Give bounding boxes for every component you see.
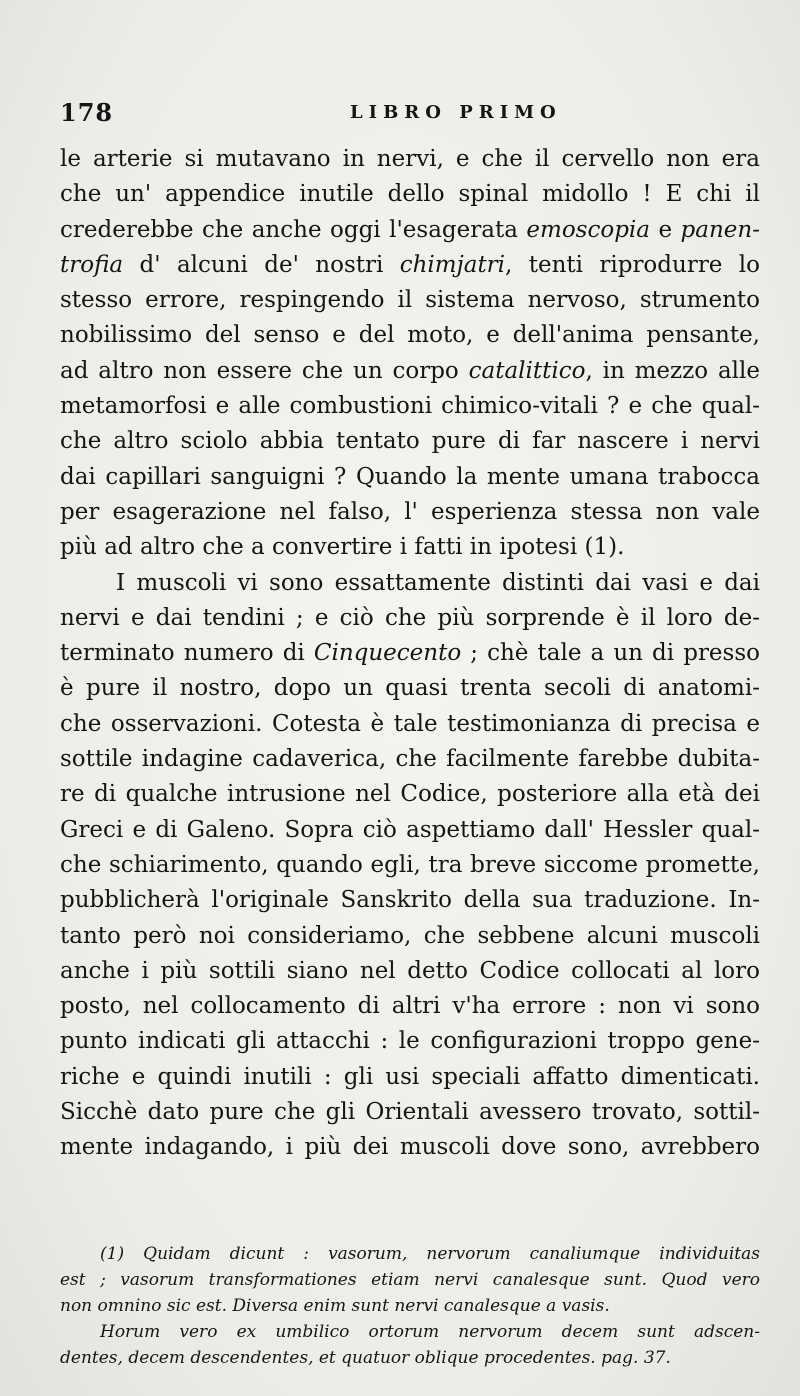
- text-run: , in mezzo alle: [585, 357, 760, 384]
- text-run: che altro sciolo abbia tentato pure di far nascere i nervi: [60, 428, 760, 455]
- text-line: [60, 389, 760, 424]
- text-run: nobilissimo del senso e del moto, e dell'anima pensante,: [60, 322, 760, 349]
- text-line: [60, 777, 760, 812]
- italic-text: chimjatri: [399, 251, 506, 278]
- text-line: [60, 636, 760, 671]
- text-line: [60, 989, 760, 1024]
- italic-text: panen-: [680, 216, 760, 243]
- footnote-line: [60, 1345, 760, 1371]
- text-run: re di qualche intrusione nel Codice, posteriore alla età dei: [60, 781, 760, 808]
- text-run: Sicchè dato pure che gli Orientali avessero trovato, sottil-: [60, 1099, 760, 1126]
- italic-text: trofia: [60, 251, 124, 278]
- italic-text: Cinquecento: [313, 640, 462, 667]
- text-run: terminato numero di: [60, 640, 314, 667]
- text-run: dai capillari sanguigni ? Quando la mente umana trabocca: [60, 463, 760, 490]
- italic-text: Quidam dicunt : vasorum, nervorum canaliumque individuitas: [143, 1244, 760, 1264]
- text-run: pag. 37.: [601, 1348, 671, 1368]
- italic-text: dentes, decem descendentes, et quatuor oblique procedentes.: [60, 1348, 602, 1368]
- text-run: che osservazioni. Cotesta è tale testimonianza di precisa e: [60, 710, 760, 737]
- text-line: [60, 954, 760, 989]
- text-run: le arterie si mutavano in nervi, e che il cervello non era: [60, 146, 760, 172]
- text-line: [60, 601, 760, 636]
- text-line: [60, 707, 760, 742]
- text-run: e: [650, 216, 681, 243]
- text-run: tanto però noi consideriamo, che sebbene alcuni muscoli: [60, 922, 760, 949]
- text-run: è pure il nostro, dopo un quasi trenta secoli di anatomi-: [60, 675, 760, 702]
- text-run: anche i più sottili siano nel detto Codice collocati al loro: [60, 957, 760, 984]
- text-line: [60, 566, 760, 601]
- text-run: sottile indagine cadaverica, che facilmente farebbe dubita-: [60, 746, 760, 773]
- text-line: [60, 1130, 760, 1165]
- text-run: nervi e dai tendini ; e ciò che più sorprende è il loro de-: [60, 604, 760, 631]
- text-run: più ad altro che a convertire i fatti in ipotesi (1).: [60, 534, 625, 561]
- text-run: mente indagando, i più dei muscoli dove sono, avrebbero: [60, 1134, 760, 1161]
- footnote-line: [60, 1267, 760, 1293]
- italic-text: est ; vasorum transformationes etiam nervi canalesque sunt. Quod vero: [60, 1270, 760, 1290]
- text-run: che schiarimento, quando egli, tra breve siccome promette,: [60, 851, 760, 878]
- text-line: [60, 283, 760, 318]
- text-run: che un' appendice inutile dello spinal midollo ! E chi il: [60, 181, 760, 208]
- text-run: punto indicati gli attacchi : le configurazioni troppo gene-: [60, 1028, 760, 1055]
- text-run: d' alcuni de' nostri: [123, 251, 400, 278]
- page-number: 178: [60, 98, 114, 127]
- text-run: I muscoli vi sono essattamente distinti dai vasi e dai: [116, 569, 760, 596]
- text-run: posto, nel collocamento di altri v'ha errore : non vi sono: [60, 993, 760, 1020]
- text-line: [60, 883, 760, 918]
- footnote-line: [60, 1241, 760, 1267]
- text-run: , tenti riprodurre lo: [505, 251, 761, 278]
- running-head: LIBRO PRIMO: [350, 102, 562, 123]
- text-run: metamorfosi e alle combustioni chimico-vitali ? e che qual-: [60, 393, 760, 420]
- footnotes: [60, 1241, 760, 1371]
- text-line: [60, 248, 760, 283]
- text-line: [60, 813, 760, 848]
- text-line: [60, 354, 760, 389]
- body-text: [60, 142, 760, 1166]
- text-line: [60, 213, 760, 248]
- text-line: [60, 1060, 760, 1095]
- text-run: ad altro non essere che un corpo: [60, 357, 469, 384]
- italic-text: Horum vero ex umbilico ortorum nervorum decem sunt adscen-: [100, 1322, 760, 1342]
- text-run: per esagerazione nel falso, l' esperienza stessa non vale: [60, 498, 760, 525]
- text-run: (1): [100, 1244, 144, 1264]
- text-line: [60, 919, 760, 954]
- text-run: ; chè tale a un di presso: [461, 640, 760, 667]
- italic-text: catalittico: [468, 357, 586, 384]
- text-line: [60, 495, 760, 530]
- italic-text: non omnino sic est. Diversa enim sunt nervi canalesque a vasis.: [60, 1296, 610, 1316]
- footnote-line: [60, 1293, 760, 1319]
- text-line: [60, 318, 760, 353]
- text-line: [60, 177, 760, 212]
- text-run: pubblicherà l'originale Sanskrito della sua traduzione. In-: [60, 887, 760, 914]
- page-header: [60, 98, 760, 130]
- text-line: [60, 1024, 760, 1059]
- text-line: [60, 1095, 760, 1130]
- text-run: Greci e di Galeno. Sopra ciò aspettiamo dall' Hessler qual-: [60, 816, 760, 843]
- text-line: [60, 530, 760, 565]
- text-run: riche e quindi inutili : gli usi speciali affatto dimenticati.: [60, 1063, 760, 1090]
- footnote-line: [60, 1319, 760, 1345]
- text-line: [60, 424, 760, 459]
- italic-text: emoscopia: [526, 216, 650, 243]
- text-run: stesso errore, respingendo il sistema nervoso, strumento: [60, 287, 760, 314]
- text-line: [60, 848, 760, 883]
- text-line: [60, 142, 760, 177]
- text-line: [60, 742, 760, 777]
- text-line: [60, 460, 760, 495]
- text-run: crederebbe che anche oggi l'esagerata: [60, 216, 527, 243]
- text-line: [60, 671, 760, 706]
